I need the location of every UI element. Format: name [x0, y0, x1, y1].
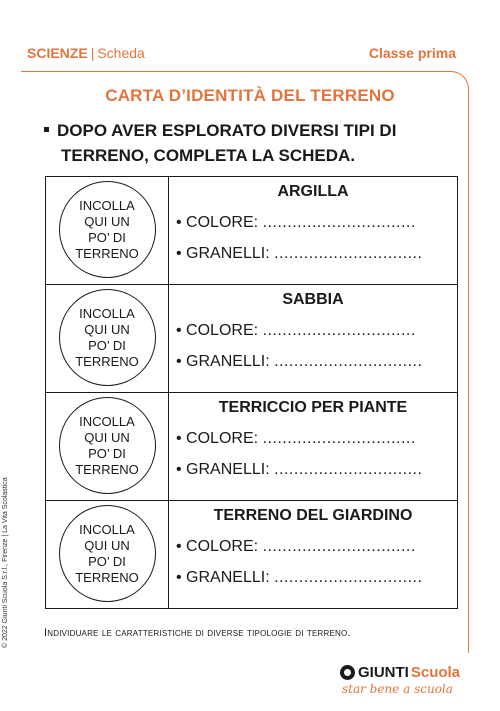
color-blank: ............................... [262, 538, 416, 555]
soil-row [46, 501, 458, 609]
soil-table [45, 176, 458, 609]
soil-name: ARGILLA [277, 183, 349, 200]
grain-label: • GRANELLI: [176, 569, 275, 586]
logo-tagline: star bene a scuola [342, 682, 453, 696]
logo-brand-accent: Scuola [410, 664, 461, 681]
grain-field[interactable] [176, 562, 457, 593]
soil-row [46, 177, 458, 285]
soil-info-cell [169, 285, 458, 393]
subject-label: SCIENZE [27, 45, 88, 61]
grain-blank: .............................. [274, 569, 423, 586]
grain-label: • GRANELLI: [176, 353, 275, 370]
page-title: CARTA D’IDENTITÀ DEL TERRENO [105, 86, 395, 105]
color-label: • COLORE: [176, 322, 263, 339]
logo-brand-main: GIUNTI [358, 664, 409, 681]
soil-name: SABBIA [282, 291, 344, 308]
grain-field[interactable] [176, 238, 457, 269]
giunti-scuola-logo [340, 664, 460, 696]
color-field[interactable] [176, 207, 457, 238]
paste-circle[interactable] [59, 289, 156, 386]
paste-instruction: INCOLLA QUI UN PO’ DI TERRENO [75, 197, 139, 261]
soil-info-cell [169, 177, 458, 285]
color-field[interactable] [176, 423, 457, 454]
grain-field[interactable] [176, 346, 457, 377]
header-subject-section [27, 45, 145, 61]
paste-instruction: INCOLLA QUI UN PO’ DI TERRENO [75, 305, 139, 369]
paste-instruction: INCOLLA QUI UN PO’ DI TERRENO [75, 413, 139, 477]
color-blank: ............................... [262, 322, 416, 339]
grain-blank: .............................. [274, 245, 423, 262]
instruction-line-1: DOPO AVER ESPLORATO DIVERSI TIPI DI [57, 121, 397, 140]
section-label: Scheda [97, 45, 145, 61]
paste-circle[interactable] [59, 397, 156, 494]
paste-circle[interactable] [59, 181, 156, 278]
soil-name: TERRICCIO PER PIANTE [218, 399, 408, 416]
logo-mark-icon [340, 665, 355, 680]
logo-brand [340, 664, 460, 681]
paste-area-cell [46, 177, 169, 285]
paste-area-cell [46, 285, 169, 393]
color-blank: ............................... [262, 430, 416, 447]
grade-label: Classe prima [368, 45, 456, 61]
color-field[interactable] [176, 531, 457, 562]
instruction-line-2: TERRENO, COMPLETA LA SCHEDA. [61, 146, 356, 165]
bullet-icon [44, 127, 49, 132]
soil-row [46, 285, 458, 393]
grain-blank: .............................. [274, 353, 423, 370]
grain-label: • GRANELLI: [176, 245, 275, 262]
paste-circle[interactable] [59, 505, 156, 602]
soil-name: TERRENO DEL GIARDINO [213, 507, 413, 524]
learning-objective: Individuare le caratteristiche di diverse tipologie di terreno. [44, 627, 351, 639]
instruction [44, 118, 464, 168]
color-label: • COLORE: [176, 214, 263, 231]
paste-area-cell [46, 501, 169, 609]
soil-info-cell [169, 393, 458, 501]
paste-area-cell [46, 393, 169, 501]
header-separator: | [90, 45, 95, 61]
soil-info-cell [169, 501, 458, 609]
color-blank: ............................... [262, 214, 416, 231]
grain-field[interactable] [176, 454, 457, 485]
grain-blank: .............................. [274, 461, 423, 478]
grain-label: • GRANELLI: [176, 461, 275, 478]
color-label: • COLORE: [176, 430, 263, 447]
paste-instruction: INCOLLA QUI UN PO’ DI TERRENO [75, 521, 139, 585]
color-field[interactable] [176, 315, 457, 346]
soil-row [46, 393, 458, 501]
color-label: • COLORE: [176, 538, 263, 555]
